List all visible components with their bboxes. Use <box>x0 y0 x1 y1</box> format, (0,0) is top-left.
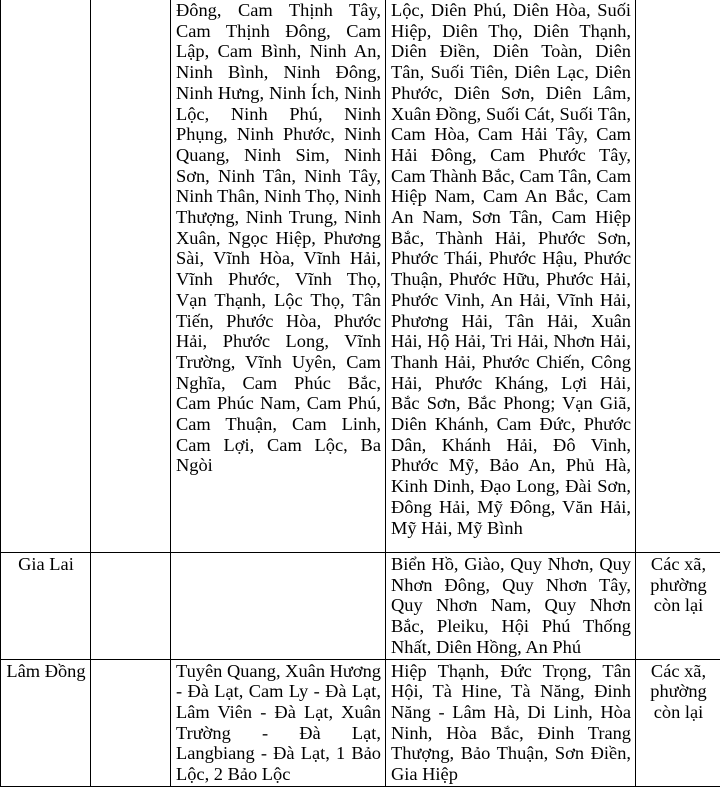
column-4-cell <box>386 553 636 660</box>
column-3-cell <box>171 553 386 660</box>
province-cell <box>1 659 91 786</box>
table-row <box>1 0 720 553</box>
column-4-cell <box>386 659 636 786</box>
column-2-cell <box>91 0 171 553</box>
commune-list: Lộc, Diên Phú, Diên Hòa, Suối Hiệp, Diên Thọ, Diên Thạnh, Diên Điền, Diên Toàn, Diên Tân, Suối Tiên, Diên Lạc, Diên Phước, Diên Sơn, Diên Lâm, Xuân Đồng, Suối Cát, Suối Tân, Cam Hòa, Cam Hải Tây, Cam Hải Đông, Cam Phước Tây, Cam Thành Bắc, Cam Tân, Cam Hiệp Nam, Cam An Bắc, Cam An Nam, Sơn Tân, Cam Hiệp Bắc, Thành Hải, Phước Sơn, Phước Thái, Phước Hậu, Phước Thuận, Phước Hữu, Phước Hải, Phước Vinh, An Hải, Vĩnh Hải, Phương Hải, Tân Hải, Xuân Hải, Hộ Hải, Tri Hải, Nhơn Hải, Thanh Hải, Phước Chiến, Công Hải, Phước Kháng, Lợi Hải, Bắc Sơn, Bắc Phong; Vạn Giã, Diên Khánh, Cam Đức, Phước Dân, Khánh Hải, Đô Vinh, Phước Mỹ, Bảo An, Phủ Hà, Kinh Dinh, Đạo Long, Đài Sơn, Đông Hải, Mỹ Đông, Văn Hải, Mỹ Hải, Mỹ Bình <box>391 0 631 538</box>
province-name: Lâm Đồng <box>6 661 86 682</box>
commune-list: Tuyên Quang, Xuân Hương - Đà Lạt, Cam Ly - Đà Lạt, Lâm Viên - Đà Lạt, Xuân Trường - Đà Lạt, Langbiang - Đà Lạt, 1 Bảo Lộc, 2 Bảo Lộc <box>176 661 381 785</box>
table-row <box>1 553 720 660</box>
column-2-cell <box>91 659 171 786</box>
remaining-note: Các xã, phường còn lại <box>641 554 716 616</box>
province-cell <box>1 553 91 660</box>
column-4-cell <box>386 0 636 553</box>
province-name: Gia Lai <box>6 554 86 575</box>
remaining-note: Các xã, phường còn lại <box>641 661 716 723</box>
commune-list: Đông, Cam Thịnh Tây, Cam Thịnh Đông, Cam Lập, Cam Bình, Ninh An, Ninh Bình, Ninh Đông, Ninh Hưng, Ninh Ích, Ninh Lộc, Ninh Phú, Ninh Phụng, Ninh Phước, Ninh Quang, Ninh Sim, Ninh Sơn, Ninh Tân, Ninh Tây, Ninh Thân, Ninh Thọ, Ninh Thượng, Ninh Trung, Ninh Xuân, Ngọc Hiệp, Phương Sài, Vĩnh Hòa, Vĩnh Hải, Vĩnh Phước, Vĩnh Thọ, Vạn Thạnh, Lộc Thọ, Tân Tiến, Phước Hòa, Phước Hải, Phước Long, Vĩnh Trường, Vĩnh Uyên, Cam Nghĩa, Cam Phúc Bắc, Cam Phúc Nam, Cam Phú, Cam Thuận, Cam Linh, Cam Lợi, Cam Lộc, Ba Ngòi <box>176 0 381 476</box>
column-5-cell <box>636 659 720 786</box>
commune-list: Hiệp Thạnh, Đức Trọng, Tân Hội, Tà Hine, Tà Năng, Đinh Năng - Lâm Hà, Di Linh, Hòa Ninh, Hòa Bắc, Đinh Trang Thượng, Bảo Thuận, Sơn Điền, Gia Hiệp <box>391 661 631 785</box>
table-row <box>1 659 720 786</box>
column-2-cell <box>91 553 171 660</box>
column-3-cell <box>171 659 386 786</box>
column-5-cell <box>636 0 720 553</box>
column-5-cell <box>636 553 720 660</box>
province-cell <box>1 0 91 553</box>
column-3-cell <box>171 0 386 553</box>
commune-list: Biển Hồ, Giào, Quy Nhơn, Quy Nhơn Đông, Quy Nhơn Tây, Quy Nhơn Nam, Quy Nhơn Bắc, Pleiku, Hội Phú Thống Nhất, Diên Hồng, An Phú <box>391 554 631 658</box>
